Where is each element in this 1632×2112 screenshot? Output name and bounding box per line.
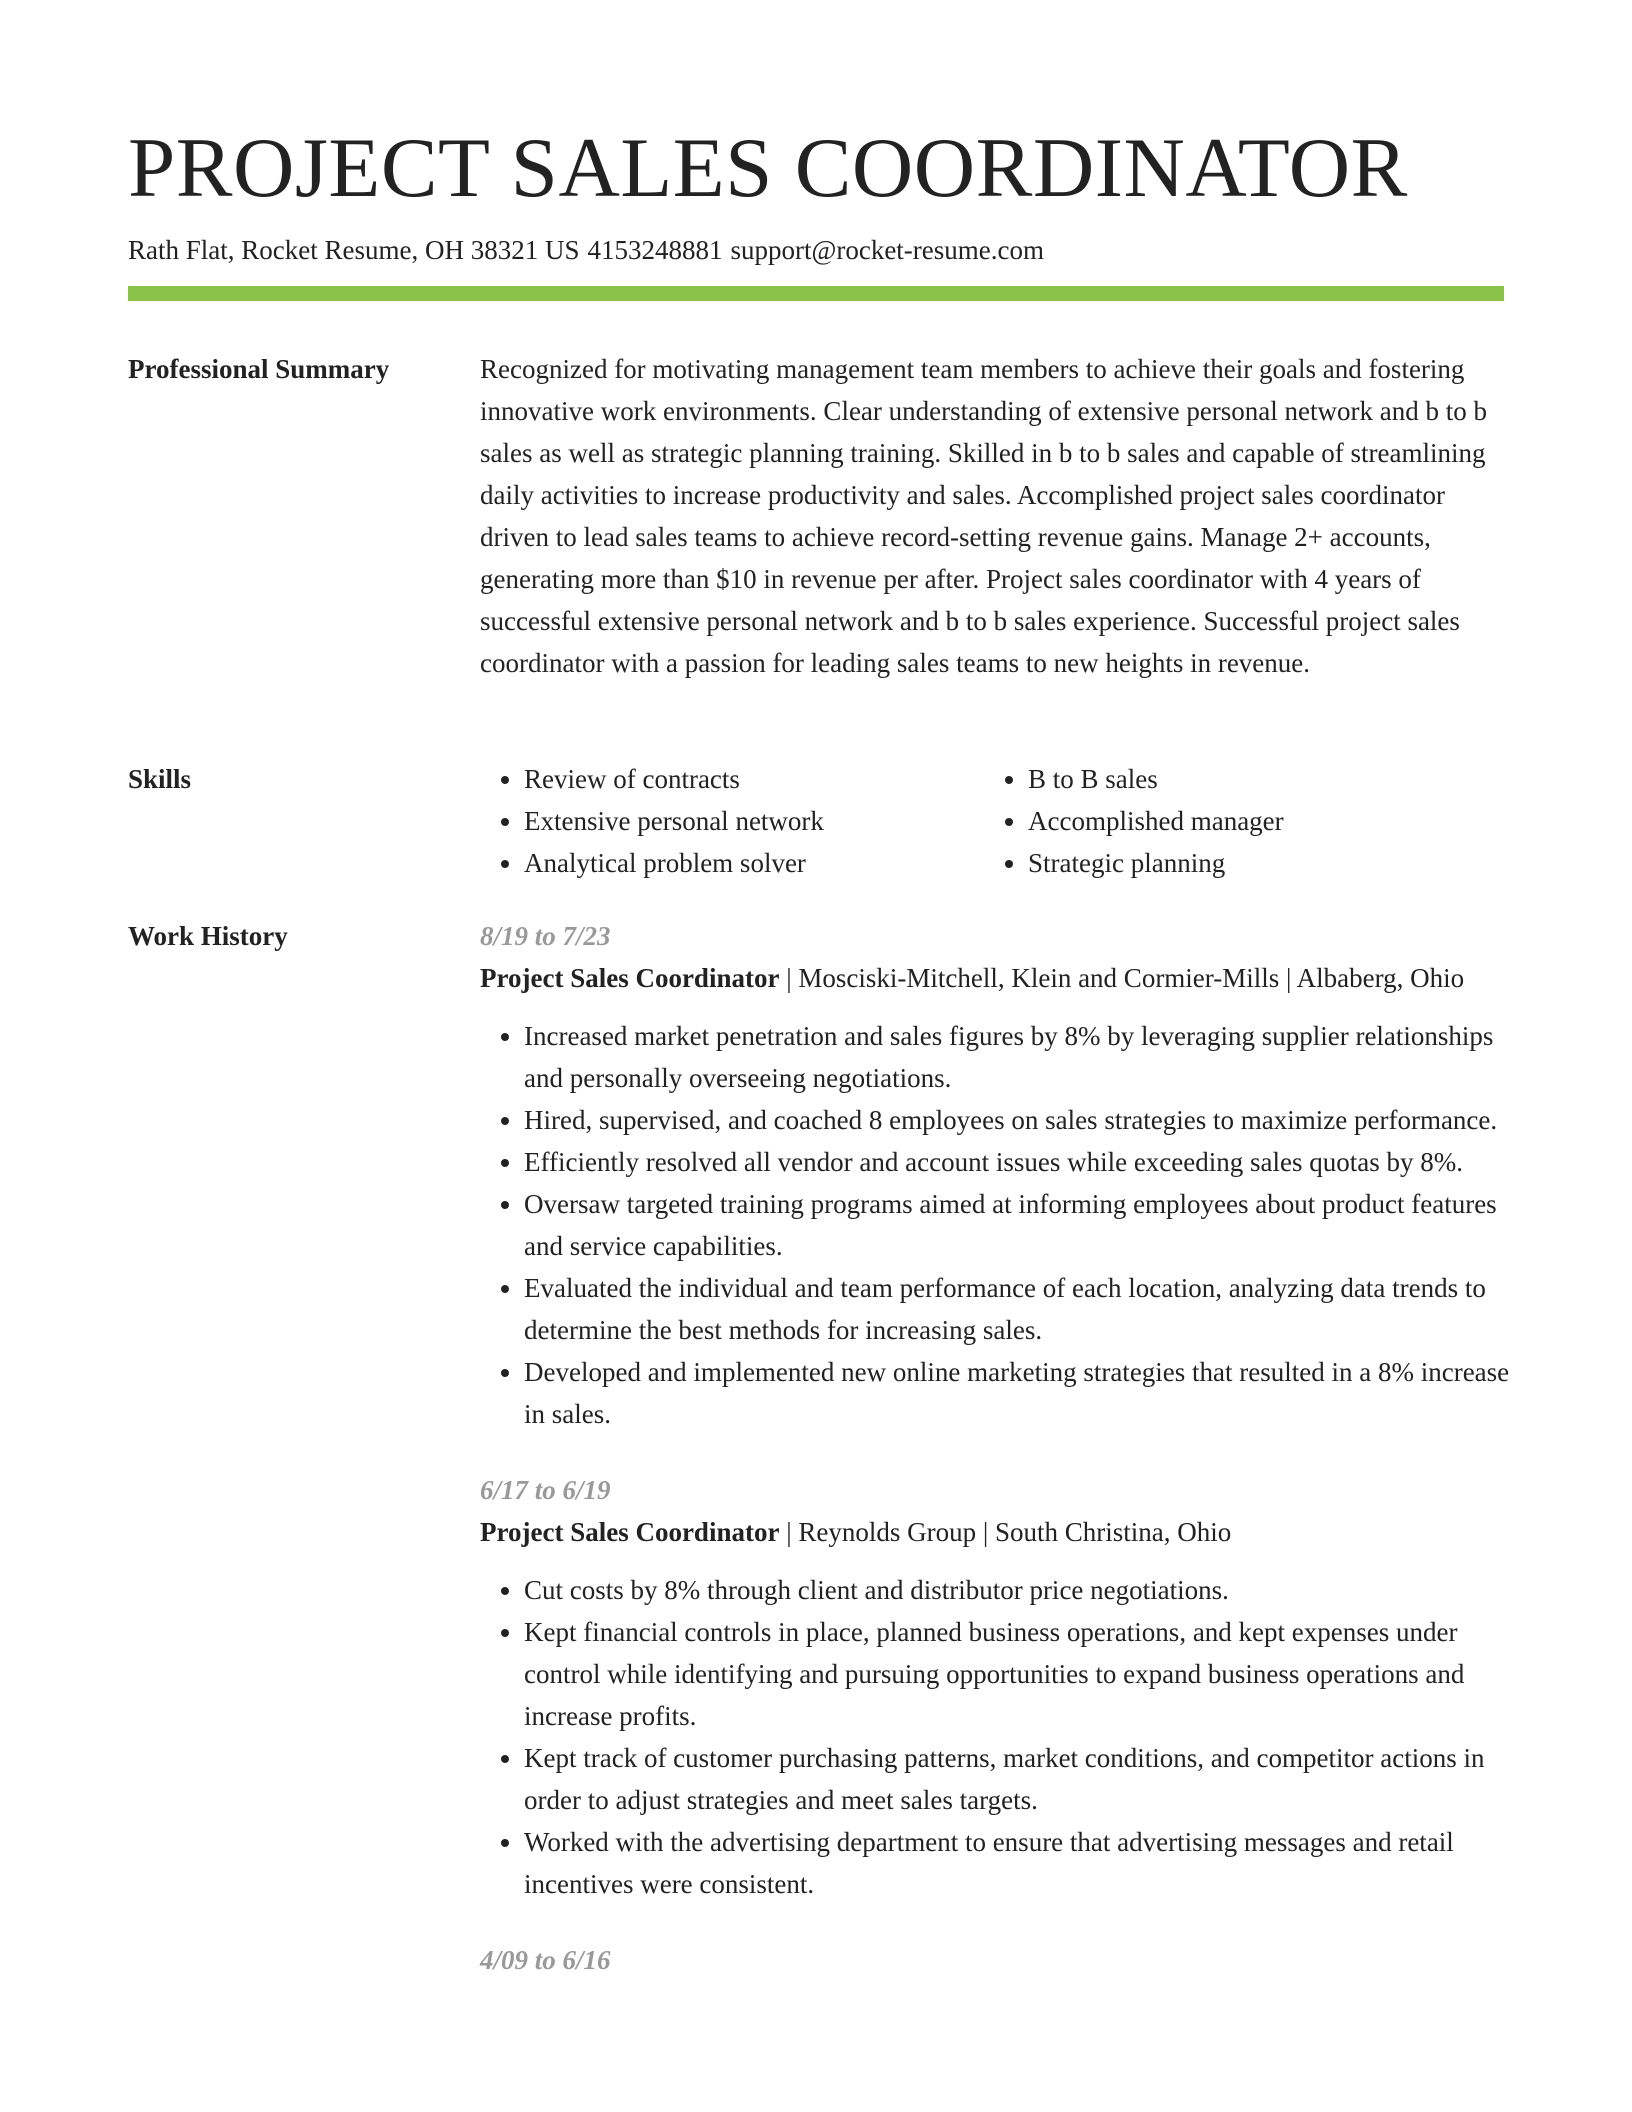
job-bullet: • Developed and implemented new online marketing strategies that resulted in a 8% increase in sales. (524, 1351, 1510, 1435)
job-details: | Reynolds Group | South Christina, Ohio (779, 1517, 1232, 1547)
summary-body (480, 348, 1510, 684)
skill-item: • Strategic planning (1028, 842, 1488, 884)
job-bullet: • Kept financial controls in place, planned business operations, and kept expenses under control while identifying and pursuing opportunities to expand business operations and increase profits. (524, 1611, 1510, 1737)
skill-item: • B to B sales (1028, 758, 1488, 800)
job-bullet: • Cut costs by 8% through client and distributor price negotiations. (524, 1569, 1510, 1611)
contact-phone: 4153248881 (587, 235, 723, 265)
skill-item: • Accomplished manager (1028, 800, 1488, 842)
skill-item: • Extensive personal network (524, 800, 984, 842)
job-heading (480, 957, 1510, 999)
skills-list-left (480, 758, 984, 884)
job-bullet: • Efficiently resolved all vendor and account issues while exceeding sales quotas by 8%. (524, 1141, 1510, 1183)
job-bullet: • Kept track of customer purchasing patterns, market conditions, and competitor actions in order to adjust strategies and meet sales targets. (524, 1737, 1510, 1821)
job-heading (480, 1511, 1510, 1553)
job-entry (480, 915, 1510, 1435)
job-entry (480, 1469, 1510, 1905)
job-title: Project Sales Coordinator (480, 963, 780, 993)
skill-item: • Analytical problem solver (524, 842, 984, 884)
job-bullet: • Increased market penetration and sales figures by 8% by leveraging supplier relationships and personally overseeing negotiations. (524, 1015, 1510, 1099)
job-bullets (480, 1015, 1510, 1435)
job-dates: 6/17 to 6/19 (480, 1475, 611, 1505)
contact-address: Rath Flat, Rocket Resume, OH 38321 US (128, 235, 580, 265)
skills-list-right (984, 758, 1488, 884)
job-dates: 4/09 to 6/16 (480, 1945, 611, 1975)
job-bullet: • Oversaw targeted training programs aimed at informing employees about product features and service capabilities. (524, 1183, 1510, 1267)
work-body (480, 915, 1510, 2015)
header-divider (128, 286, 1504, 301)
job-bullet: • Worked with the advertising department to ensure that advertising messages and retail incentives were consistent. (524, 1821, 1510, 1905)
job-details: | Mosciski-Mitchell, Klein and Cormier-Mills | Albaberg, Ohio (779, 963, 1465, 993)
work-label: Work History (128, 921, 288, 951)
contact-email: support@rocket-resume.com (730, 235, 1045, 265)
job-bullet: • Hired, supervised, and coached 8 employees on sales strategies to maximize performance. (524, 1099, 1510, 1141)
job-title: Project Sales Coordinator (480, 1517, 780, 1547)
resume-title: PROJECT SALES COORDINATOR (128, 121, 1408, 215)
skills-body (480, 758, 1510, 884)
contact-line (128, 230, 1052, 270)
job-dates: 8/19 to 7/23 (480, 921, 611, 951)
skills-label: Skills (128, 764, 192, 794)
job-bullet: • Evaluated the individual and team performance of each location, analyzing data trends to determine the best methods for increasing sales. (524, 1267, 1510, 1351)
job-entry (480, 1939, 1510, 1981)
summary-label: Professional Summary (128, 354, 390, 384)
summary-text: Recognized for motivating management team members to achieve their goals and fostering innovative work environments. Clear understanding of extensive personal network and b to b sales as well as strategic planning training. Skilled in b to b sales and capable of streamlining daily activities to increase productivity and sales. Accomplished project sales coordinator driven to lead sales teams to achieve record-setting revenue gains. Manage 2+ accounts, generating more than $10 in revenue per after. Project sales coordinator with 4 years of successful extensive personal network and b to b sales experience. Successful project sales coordinator with a passion for leading sales teams to new heights in revenue. (480, 354, 1488, 678)
skills-grid (480, 758, 1510, 884)
skill-item: • Review of contracts (524, 758, 984, 800)
job-bullets (480, 1569, 1510, 1905)
